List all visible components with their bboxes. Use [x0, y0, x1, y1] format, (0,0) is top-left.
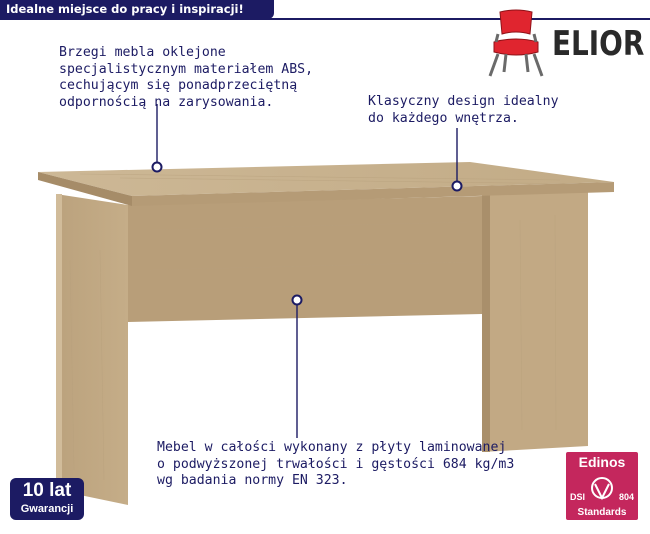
certificate-badge	[566, 452, 638, 520]
warranty-label: Gwarancji	[20, 503, 74, 515]
right-leg	[482, 190, 588, 452]
certificate-brand: Edinos	[578, 454, 626, 470]
certificate-left-code: DSI	[570, 492, 586, 502]
warranty-badge	[10, 478, 84, 520]
edges-description: Brzegi mebla oklejone specjalistycznym materiałem ABS, cechującym się ponadprzeciętną odpornością na zarysowania.	[59, 45, 314, 110]
modesty-panel	[128, 196, 482, 322]
marker-dot	[153, 163, 162, 172]
certificate-emblem-icon	[590, 472, 614, 502]
design-description: Klasyczny design idealny do każdego wnętrza.	[368, 94, 559, 126]
brand-logo-text: ELIOR	[552, 24, 645, 64]
certificate-footer: Standards	[577, 507, 627, 518]
material-description: Mebel w całości wykonany z płyty laminowanej o podwyższonej trwałości i gęstości 684 kg/m3 wg badania normy EN 323.	[157, 440, 515, 488]
certificate-right-code: 804	[618, 492, 634, 502]
marker-dot	[453, 182, 462, 191]
warranty-years: 10 lat	[22, 480, 72, 501]
left-leg	[56, 194, 128, 505]
marker-dot	[293, 296, 302, 305]
slogan-banner: Idealne miejsce do pracy i inspiracji!	[0, 0, 274, 19]
